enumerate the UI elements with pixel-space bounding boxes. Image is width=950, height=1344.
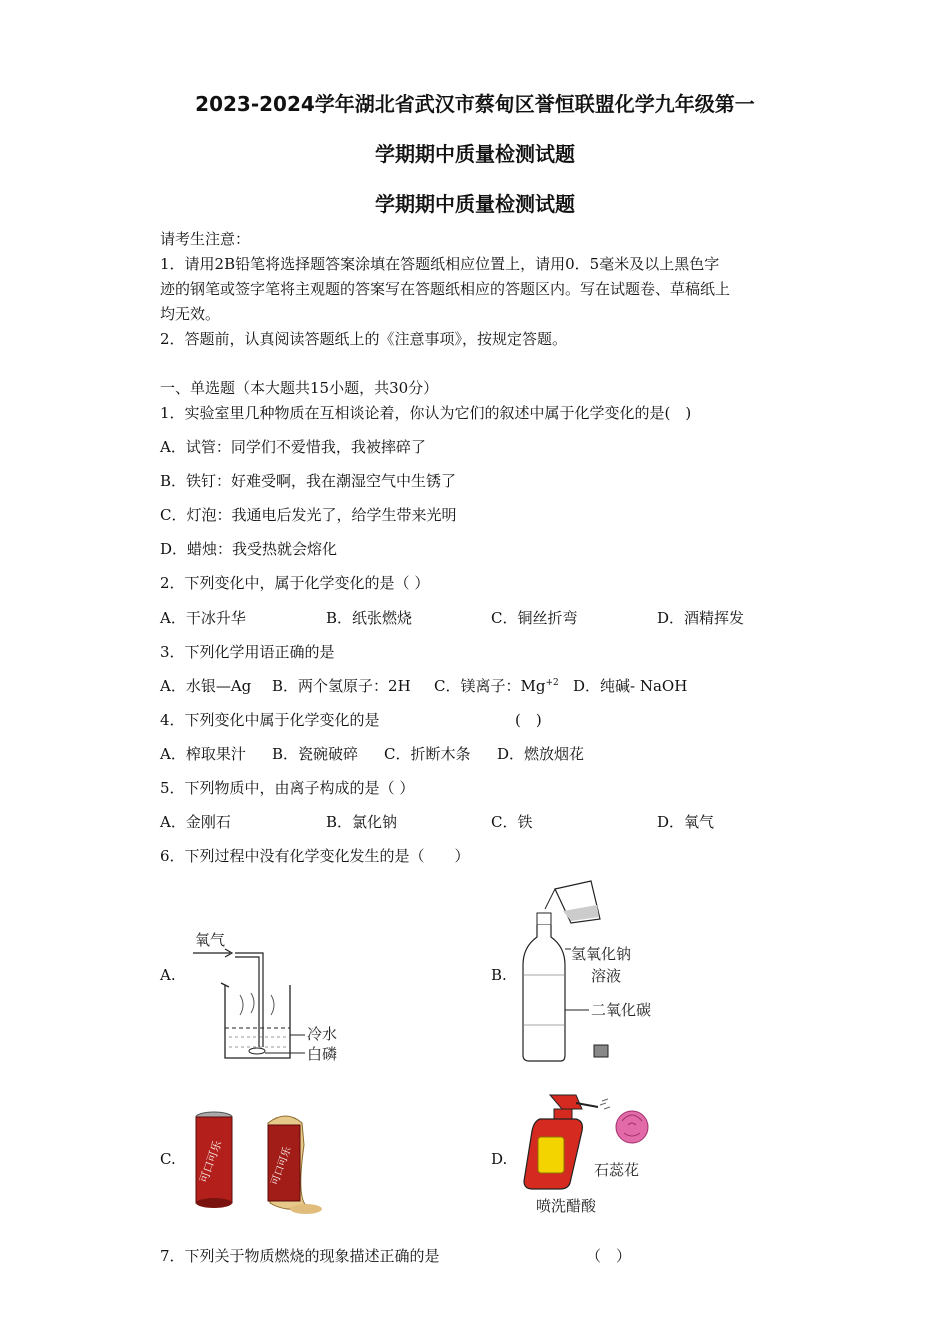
spray-trigger	[550, 1095, 582, 1109]
q5-option-b: B．氯化钠	[326, 813, 398, 831]
q6-option-d: D.	[491, 1150, 508, 1168]
spray-mist	[600, 1099, 610, 1109]
can-bottom	[196, 1198, 232, 1208]
title-line-1: 2023-2024学年湖北省武汉市蔡甸区誉恒联盟化学九年级第一	[195, 92, 755, 116]
q2-stem: 2．下列变化中，属于化学变化的是（ ）	[160, 574, 430, 592]
q2-option-c: C．铜丝折弯	[491, 609, 578, 627]
oxygen-label: 氧气	[195, 931, 226, 949]
q6-figure-c	[190, 1105, 330, 1215]
q4-option-c: C．折断木条	[384, 745, 471, 763]
q5-option-d: D．氧气	[657, 813, 715, 831]
q1-option-d: D．蜡烛：我受热就会熔化	[160, 540, 338, 558]
q5-option-c: C．铁	[491, 813, 533, 831]
q3-option-b: B．两个氢原子：2H	[272, 677, 411, 695]
q1-stem: 1．实验室里几种物质在互相谈论着，你认为它们的叙述中属于化学变化的是( )	[160, 404, 692, 422]
naoh-label-line2: 溶液	[591, 967, 622, 985]
q5-stem: 5．下列物质中，由离子构成的是（ ）	[160, 779, 415, 797]
co2-label: 二氧化碳	[591, 1001, 652, 1019]
q1-option-c: C．灯泡：我通电后发光了，给学生带来光明	[160, 506, 457, 524]
q2-option-b: B．纸张燃烧	[326, 609, 413, 627]
notice-item-1-line-3: 均无效。	[160, 305, 221, 323]
acetic-spray-label: 喷洗醋酸	[536, 1197, 597, 1215]
smoke-icon	[240, 993, 274, 1015]
q6-figure-d	[520, 1085, 690, 1220]
q6-option-a: A.	[160, 966, 176, 984]
bottle-cap	[537, 913, 551, 925]
section-heading: 一、单选题（本大题共15小题，共30分）	[160, 379, 439, 397]
spray-label	[538, 1137, 564, 1173]
puddle	[290, 1204, 322, 1214]
title-line-2: 学期期中质量检测试题	[375, 142, 575, 166]
q3-option-c-text: C．镁离子：Mg	[434, 677, 546, 695]
white-phosphorus-label: 白磷	[307, 1045, 338, 1063]
naoh-label-line1: 氢氧化钠	[571, 945, 632, 963]
q2-option-a: A．干冰升华	[160, 609, 246, 627]
q7-stem: 7．下列关于物质燃烧的现象描述正确的是	[160, 1247, 440, 1265]
cola-logo: 可口可乐	[197, 1138, 225, 1185]
q7-paren: （ ）	[586, 1247, 632, 1265]
cola-logo: 可口可乐	[269, 1145, 294, 1187]
q4-stem: 4．下列变化中属于化学变化的是	[160, 711, 380, 729]
notice-item-1-line-2: 迹的钢笔或签字笔将主观题的答案写在答题纸相应的答题区内。写在试题卷、草稿纸上	[160, 280, 731, 298]
spray-neck	[554, 1109, 572, 1119]
q4-option-b: B．瓷碗破碎	[272, 745, 359, 763]
q5-option-a: A．金刚石	[160, 813, 231, 831]
q6-option-b: B.	[491, 966, 507, 984]
litmus-flower-icon	[616, 1111, 648, 1143]
pour-stream	[545, 889, 555, 909]
litmus-flower-label: 石蕊花	[594, 1161, 640, 1179]
q3-stem: 3．下列化学用语正确的是	[160, 643, 335, 661]
gas-tube-inner	[235, 957, 259, 1047]
q1-option-b: B．铁钉：好难受啊，我在潮湿空气中生锈了	[160, 472, 457, 490]
notice-heading: 请考生注意：	[160, 230, 251, 248]
q3-option-d: D．纯碱- NaOH	[573, 677, 688, 695]
q6-figure-b	[515, 875, 705, 1065]
q6-stem: 6．下列过程中没有化学变化发生的是（ ）	[160, 847, 470, 865]
q3-option-c-charge: +2	[545, 678, 559, 688]
q4-option-d: D．燃放烟花	[497, 745, 585, 763]
q6-option-c: C.	[160, 1150, 176, 1168]
phosphorus-piece	[249, 1048, 265, 1054]
small-cap-icon	[594, 1045, 608, 1057]
q4-paren: ( )	[515, 711, 542, 729]
notice-item-2: 2．答题前，认真阅读答题纸上的《注意事项》，按规定答题。	[160, 330, 568, 348]
q3-option-a: A．水银—Ag	[160, 677, 252, 695]
q2-option-d: D．酒精挥发	[657, 609, 745, 627]
plastic-bottle	[523, 925, 565, 1061]
q4-option-a: A．榨取果汁	[160, 745, 246, 763]
q3-option-c	[434, 675, 559, 696]
q1-option-a: A．试管：同学们不爱惜我，我被摔碎了	[160, 438, 426, 456]
title-line-3: 学期期中质量检测试题	[375, 192, 575, 216]
q6-figure-a	[185, 925, 360, 1070]
cold-water-label: 冷水	[307, 1025, 338, 1043]
notice-item-1-line-1: 1．请用2B铅笔将选择题答案涂填在答题纸相应位置上，请用0．5毫米及以上黑色字	[160, 255, 720, 273]
